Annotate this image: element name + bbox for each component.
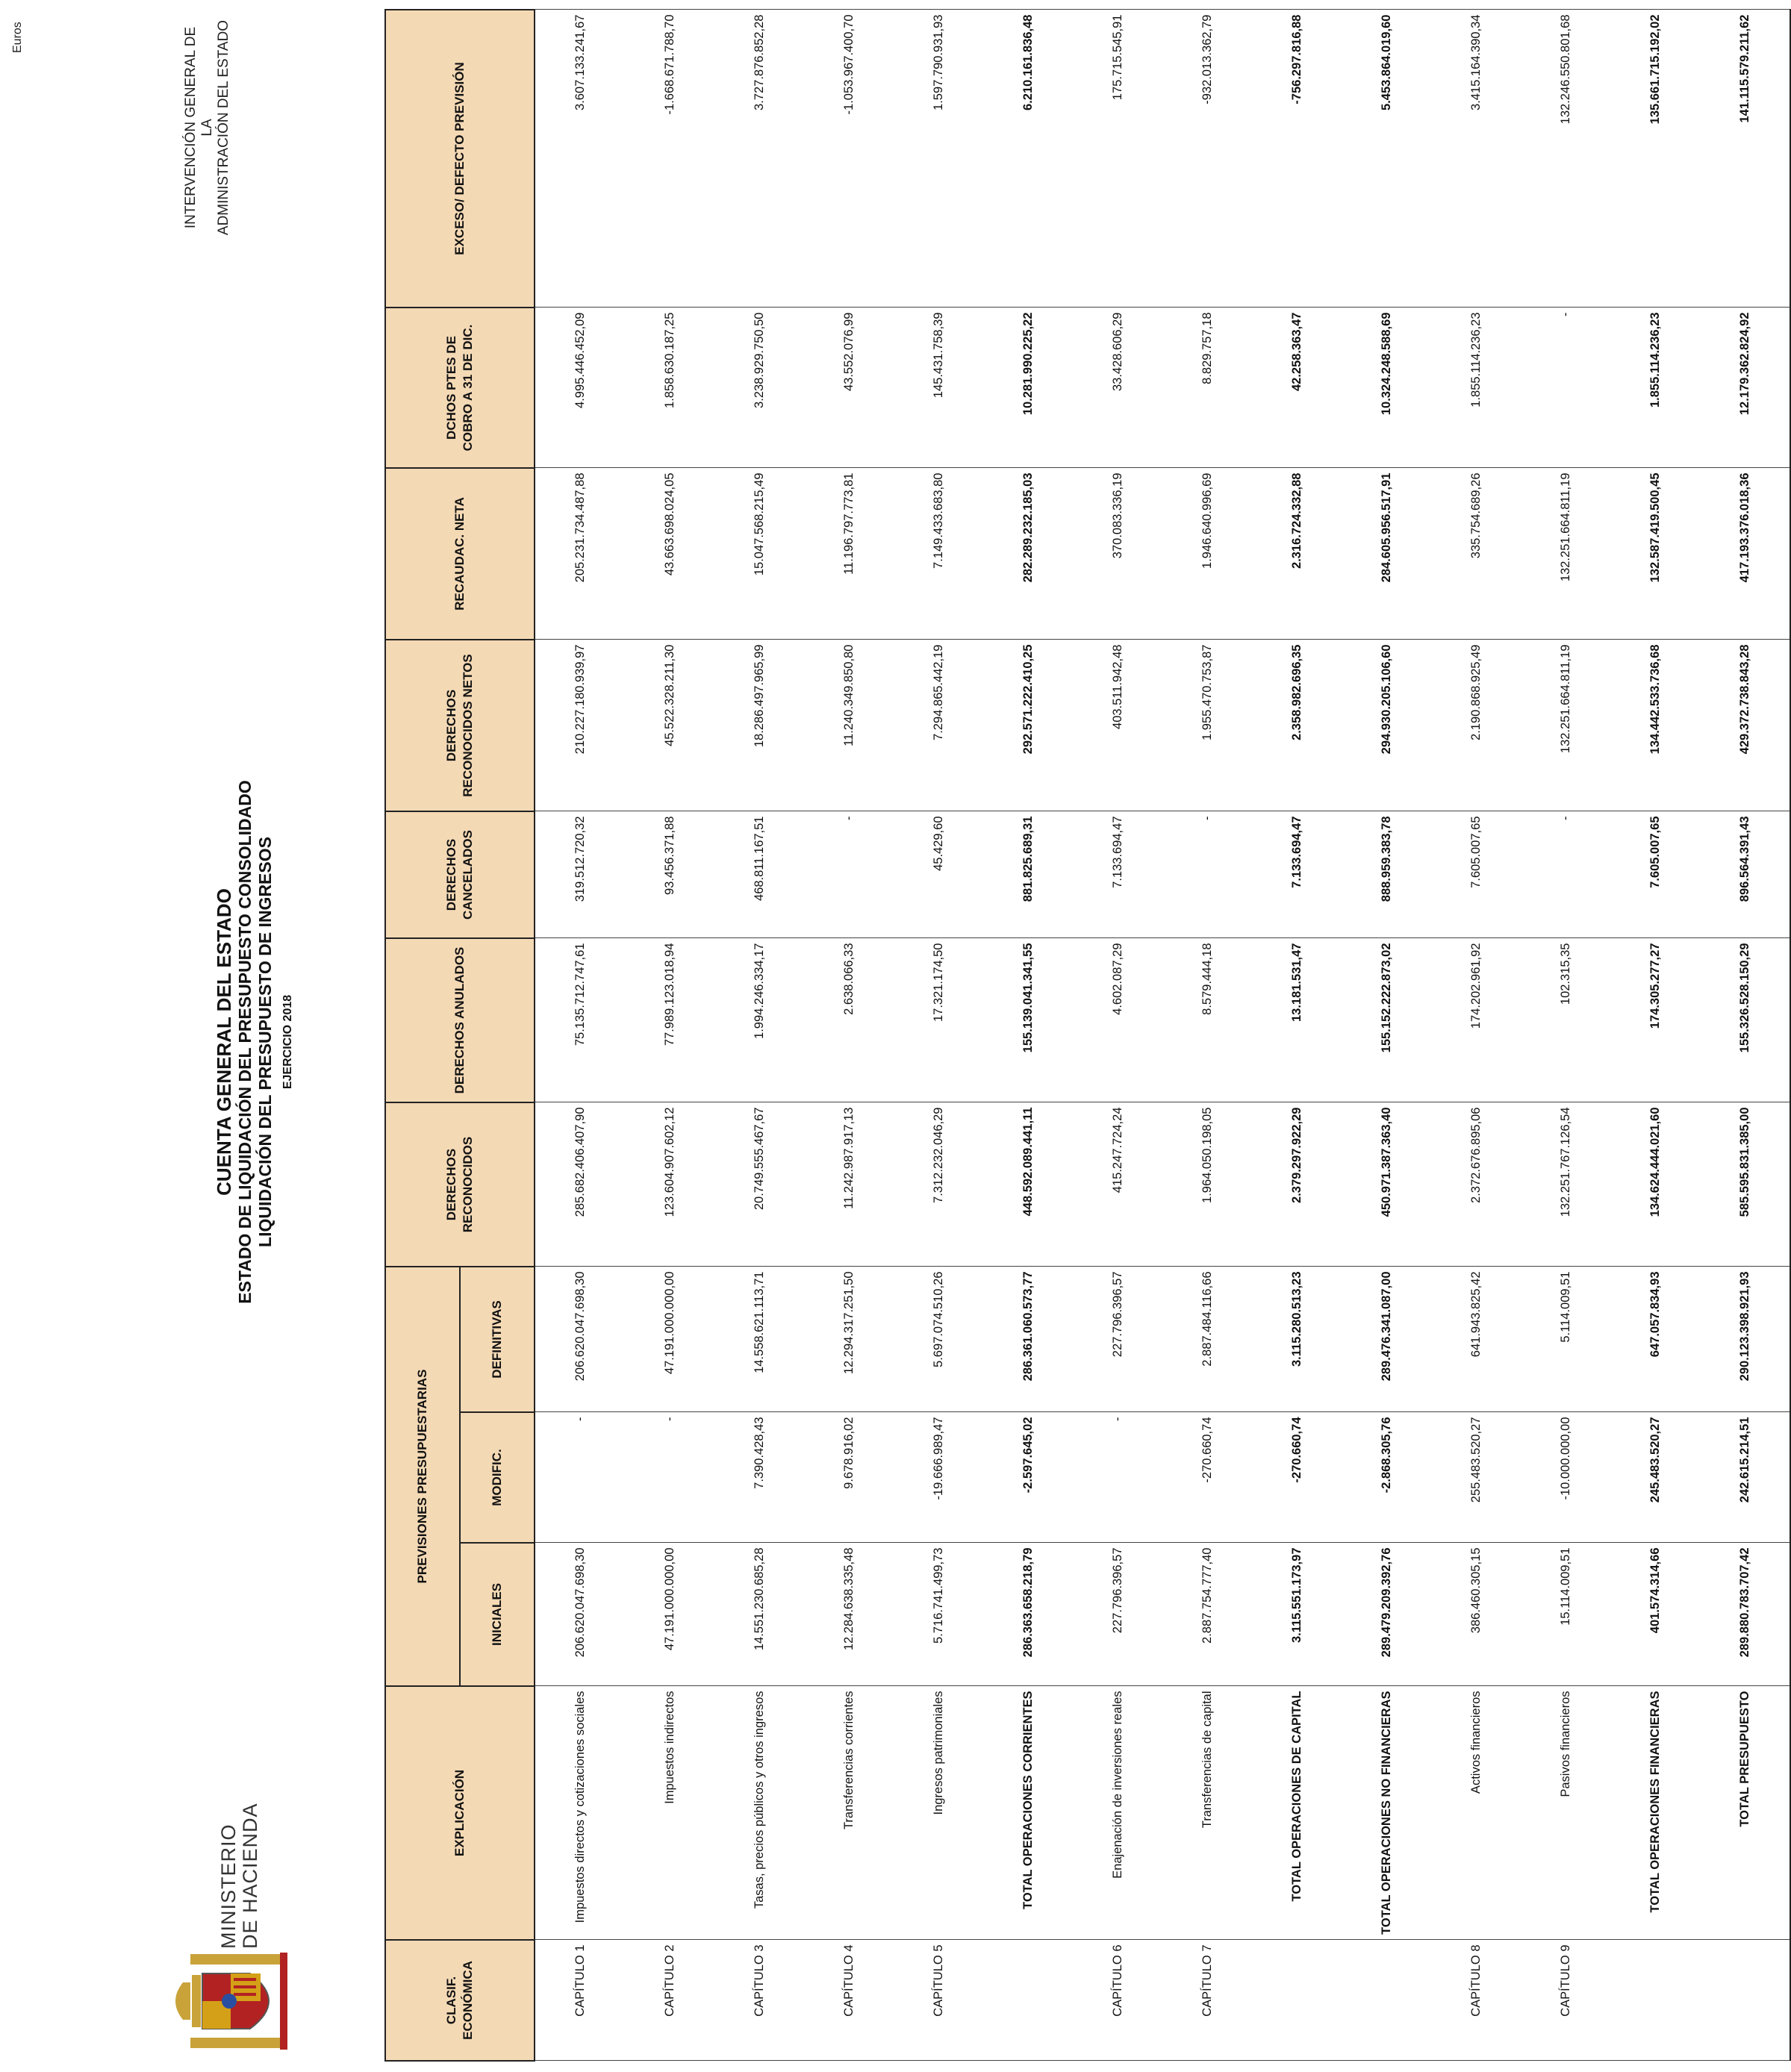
row-code xyxy=(1342,1940,1431,2061)
row-value: 7.605.007,65 xyxy=(1431,811,1521,938)
row-value: 12.294.317.251,50 xyxy=(804,1267,894,1412)
row-value: 7.149.433.683,80 xyxy=(894,468,983,640)
row-value: 9.678.916,02 xyxy=(804,1412,894,1543)
row-value: 5.114.009,51 xyxy=(1521,1267,1610,1412)
row-value: 448.592.089.441,11 xyxy=(983,1102,1073,1267)
table-row xyxy=(894,10,983,2061)
row-code: CAPÍTULO 6 xyxy=(1073,1940,1162,2061)
row-value: 102.315,35 xyxy=(1521,938,1610,1102)
row-value: 7.312.232.046,29 xyxy=(894,1102,983,1267)
row-code: CAPÍTULO 2 xyxy=(625,1940,714,2061)
row-value: 3.727.876.852,28 xyxy=(714,10,804,308)
row-label: TOTAL OPERACIONES CORRIENTES xyxy=(983,1686,1073,1940)
row-value: 255.483.520,27 xyxy=(1431,1412,1521,1543)
col-iniciales-header: INICIALES xyxy=(460,1543,535,1686)
ministry-line-1: MINISTERIO xyxy=(217,1823,240,1949)
row-label: Impuestos indirectos xyxy=(625,1686,714,1940)
table-row xyxy=(1431,10,1521,2061)
row-value: 1.855.114.236,23 xyxy=(1431,308,1521,468)
row-value: 145.431.758,39 xyxy=(894,308,983,468)
row-value: 1.955.470.753,87 xyxy=(1162,640,1252,811)
row-value: -1.668.671.788,70 xyxy=(625,10,714,308)
row-code: CAPÍTULO 1 xyxy=(535,1940,625,2061)
row-value: 45.522.328.211,30 xyxy=(625,640,714,811)
row-value: -270.660,74 xyxy=(1162,1412,1252,1543)
row-value: 5.453.864.019,60 xyxy=(1342,10,1431,308)
row-value: 8.829.757,18 xyxy=(1162,308,1252,468)
row-value: 403.511.942,48 xyxy=(1073,640,1162,811)
row-value: 289.880.783.707,42 xyxy=(1700,1543,1790,1686)
row-value: 401.574.314,66 xyxy=(1610,1543,1700,1686)
row-code: CAPÍTULO 4 xyxy=(804,1940,894,2061)
row-value: 2.358.982.696,35 xyxy=(1252,640,1342,811)
table-row xyxy=(1610,10,1700,2061)
row-value: 641.943.825,42 xyxy=(1431,1267,1521,1412)
table-row xyxy=(1073,10,1162,2061)
ministry-name xyxy=(218,1803,261,1949)
col-modific-header: MODIFIC. xyxy=(460,1412,535,1543)
row-label: Transferencias corrientes xyxy=(804,1686,894,1940)
table-row xyxy=(1700,10,1790,2061)
row-value: 13.181.531,47 xyxy=(1252,938,1342,1102)
row-value: -756.297.816,88 xyxy=(1252,10,1342,308)
row-value: 132.251.664.811,19 xyxy=(1521,640,1610,811)
row-value: 20.749.555.467,67 xyxy=(714,1102,804,1267)
row-value: - xyxy=(535,1412,625,1543)
row-code: CAPÍTULO 8 xyxy=(1431,1940,1521,2061)
row-value: - xyxy=(625,1412,714,1543)
intervention-line-1: INTERVENCIÓN GENERAL DE LA xyxy=(183,26,215,229)
row-code xyxy=(1252,1940,1342,2061)
row-label: TOTAL PRESUPUESTO xyxy=(1700,1686,1790,1940)
row-value: 1.597.790.931,93 xyxy=(894,10,983,308)
col-explicacion-header: EXPLICACIÓN xyxy=(385,1686,535,1940)
row-value: -10.000.000,00 xyxy=(1521,1412,1610,1543)
table-header xyxy=(385,10,535,2061)
row-value: 7.133.694,47 xyxy=(1252,811,1342,938)
row-value: 285.682.406.407,90 xyxy=(535,1102,625,1267)
row-label: TOTAL OPERACIONES FINANCIERAS xyxy=(1610,1686,1700,1940)
row-value: 47.191.000.000,00 xyxy=(625,1543,714,1686)
row-value: 1.855.114.236,23 xyxy=(1610,308,1700,468)
row-code: CAPÍTULO 5 xyxy=(894,1940,983,2061)
row-value: 155.326.528.150,29 xyxy=(1700,938,1790,1102)
row-value: -2.597.645,02 xyxy=(983,1412,1073,1543)
title-fiscal-year: EJERCICIO 2018 xyxy=(281,994,294,1090)
row-value: -932.013.362,79 xyxy=(1162,10,1252,308)
row-value: 11.240.349.850,80 xyxy=(804,640,894,811)
row-value: 43.663.698.024,05 xyxy=(625,468,714,640)
row-value: 227.796.396,57 xyxy=(1073,1267,1162,1412)
row-value: 1.858.630.187,25 xyxy=(625,308,714,468)
row-value: 286.361.060.573,77 xyxy=(983,1267,1073,1412)
row-value: 12.284.638.335,48 xyxy=(804,1543,894,1686)
row-value: 429.372.738.843,28 xyxy=(1700,640,1790,811)
row-value: 3.115.280.513,23 xyxy=(1252,1267,1342,1412)
table-row xyxy=(625,10,714,2061)
row-code xyxy=(1610,1940,1700,2061)
row-value: 5.697.074.510,26 xyxy=(894,1267,983,1412)
title-statement: ESTADO DE LIQUIDACIÓN DEL PRESUPUESTO CONSOLIDADO xyxy=(235,780,255,1304)
col-anulados-header: DERECHOS ANULADOS xyxy=(385,938,535,1102)
row-value: 42.258.363,47 xyxy=(1252,308,1342,468)
col-reconocidos-header: DERECHOS RECONOCIDOS xyxy=(385,1102,535,1267)
row-value: 12.179.362.824,92 xyxy=(1700,308,1790,468)
row-value: 93.456.371,88 xyxy=(625,811,714,938)
row-value: 14.551.230.685,28 xyxy=(714,1543,804,1686)
row-value: 415.247.724,24 xyxy=(1073,1102,1162,1267)
row-value: 292.571.222.410,25 xyxy=(983,640,1073,811)
row-code xyxy=(983,1940,1073,2061)
table-row xyxy=(1252,10,1342,2061)
intervention-name xyxy=(183,19,232,236)
row-value: 896.564.391,43 xyxy=(1700,811,1790,938)
row-value: 174.305.277,27 xyxy=(1610,938,1700,1102)
col-previsiones-header: PREVISIONES PRESUPUESTARIAS xyxy=(385,1267,460,1686)
row-code: CAPÍTULO 3 xyxy=(714,1940,804,2061)
coat-of-arms-logo xyxy=(168,1953,295,2050)
currency-unit: Euros xyxy=(11,22,24,53)
row-value: -1.053.967.400,70 xyxy=(804,10,894,308)
row-value: 11.196.797.773,81 xyxy=(804,468,894,640)
row-value: 1.964.050.198,05 xyxy=(1162,1102,1252,1267)
row-value: 5.716.741.499,73 xyxy=(894,1543,983,1686)
row-value: 450.971.387.363,40 xyxy=(1342,1102,1431,1267)
row-value: 3.415.164.390,34 xyxy=(1431,10,1521,308)
row-value: 227.796.396,57 xyxy=(1073,1543,1162,1686)
row-value: 289.476.341.087,00 xyxy=(1342,1267,1431,1412)
row-value: 134.624.444.021,60 xyxy=(1610,1102,1700,1267)
table-body xyxy=(535,10,1790,2061)
row-label: Enajenación de inversiones reales xyxy=(1073,1686,1162,1940)
row-value: 206.620.047.698,30 xyxy=(535,1543,625,1686)
row-value: 135.661.715.192,02 xyxy=(1610,10,1700,308)
row-value: 417.193.376.018,36 xyxy=(1700,468,1790,640)
ministry-line-2: DE HACIENDA xyxy=(239,1803,261,1949)
col-cancelados-header: DERECHOS CANCELADOS xyxy=(385,811,535,938)
row-value: 2.379.297.922,29 xyxy=(1252,1102,1342,1267)
budget-table xyxy=(384,9,1791,2062)
row-value: 155.152.222.873,02 xyxy=(1342,938,1431,1102)
table-row xyxy=(714,10,804,2061)
row-value: 2.638.066,33 xyxy=(804,938,894,1102)
row-value: 888.959.383,78 xyxy=(1342,811,1431,938)
row-value: 2.887.484.116,66 xyxy=(1162,1267,1252,1412)
row-label: Activos financieros xyxy=(1431,1686,1521,1940)
row-label: Tasas, precios públicos y otros ingresos xyxy=(714,1686,804,1940)
row-value: - xyxy=(1073,1412,1162,1543)
row-label: TOTAL OPERACIONES DE CAPITAL xyxy=(1252,1686,1342,1940)
row-value: 7.294.865.442,19 xyxy=(894,640,983,811)
row-value: 123.604.907.602,12 xyxy=(625,1102,714,1267)
row-value: 15.114.009,51 xyxy=(1521,1543,1610,1686)
row-value: 1.994.246.334,17 xyxy=(714,938,804,1102)
row-value: 4.995.446.452,09 xyxy=(535,308,625,468)
table-row xyxy=(1342,10,1431,2061)
col-definitivas-header: DEFINITIVAS xyxy=(460,1267,535,1412)
title-block xyxy=(213,684,298,1400)
row-value: 647.057.834,93 xyxy=(1610,1267,1700,1412)
row-value: 3.238.929.750,50 xyxy=(714,308,804,468)
row-value: 3.115.551.173,97 xyxy=(1252,1543,1342,1686)
title-liquidation: LIQUIDACIÓN DEL PRESUPUESTO DE INGRESOS xyxy=(255,837,275,1247)
row-value: 468.811.167,51 xyxy=(714,811,804,938)
row-value: 206.620.047.698,30 xyxy=(535,1267,625,1412)
row-value: 77.989.123.018,94 xyxy=(625,938,714,1102)
row-value: 2.372.676.895,06 xyxy=(1431,1102,1521,1267)
row-value: - xyxy=(804,811,894,938)
col-netos-header: DERECHOS RECONOCIDOS NETOS xyxy=(385,640,535,811)
row-value: 881.825.689,31 xyxy=(983,811,1073,938)
row-value: 1.946.640.996,69 xyxy=(1162,468,1252,640)
row-value: 11.242.987.917,13 xyxy=(804,1102,894,1267)
row-value: 585.595.831.385,00 xyxy=(1700,1102,1790,1267)
col-pendientes-header: DCHOS PTES DE COBRO A 31 DE DIC. xyxy=(385,308,535,468)
row-value: 242.615.214,51 xyxy=(1700,1412,1790,1543)
row-value: 75.135.712.747,61 xyxy=(535,938,625,1102)
row-value: 33.428.606,29 xyxy=(1073,308,1162,468)
row-value: 335.754.689,26 xyxy=(1431,468,1521,640)
row-label: Ingresos patrimoniales xyxy=(894,1686,983,1940)
row-value: -270.660,74 xyxy=(1252,1412,1342,1543)
table-row xyxy=(983,10,1073,2061)
row-value: 2.316.724.332,88 xyxy=(1252,468,1342,640)
row-value: 2.887.754.777,40 xyxy=(1162,1543,1252,1686)
col-exceso-header: EXCESO/ DEFECTO PREVISIÓN xyxy=(385,10,535,308)
table-row xyxy=(804,10,894,2061)
title-main: CUENTA GENERAL DEL ESTADO xyxy=(213,888,235,1196)
row-value: 284.605.956.517,91 xyxy=(1342,468,1431,640)
row-value: 6.210.161.836,48 xyxy=(983,10,1073,308)
row-value: 319.512.720,32 xyxy=(535,811,625,938)
row-value: 289.479.209.392,76 xyxy=(1342,1543,1431,1686)
row-value: 210.227.180.939,97 xyxy=(535,640,625,811)
row-value: 282.289.232.185,03 xyxy=(983,468,1073,640)
row-value: 141.115.579.211,62 xyxy=(1700,10,1790,308)
table-row xyxy=(1521,10,1610,2061)
row-value: 10.281.990.225,22 xyxy=(983,308,1073,468)
row-value: 4.602.087,29 xyxy=(1073,938,1162,1102)
row-value: - xyxy=(1521,811,1610,938)
table-row xyxy=(535,10,625,2061)
row-value: 14.558.621.113,71 xyxy=(714,1267,804,1412)
row-label: Pasivos financieros xyxy=(1521,1686,1610,1940)
row-value: 2.190.868.925,49 xyxy=(1431,640,1521,811)
row-value: 45.429,60 xyxy=(894,811,983,938)
row-value: 386.460.305,15 xyxy=(1431,1543,1521,1686)
row-value: 132.251.767.126,54 xyxy=(1521,1102,1610,1267)
row-label: TOTAL OPERACIONES NO FINANCIERAS xyxy=(1342,1686,1431,1940)
row-value: 370.083.336,19 xyxy=(1073,468,1162,640)
row-value: 205.231.734.487,88 xyxy=(535,468,625,640)
col-clasif-header: CLASIF. ECONÓMICA xyxy=(385,1940,535,2061)
row-value: -19.666.989,47 xyxy=(894,1412,983,1543)
row-label: Transferencias de capital xyxy=(1162,1686,1252,1940)
row-value: 286.363.658.218,79 xyxy=(983,1543,1073,1686)
row-code: CAPÍTULO 9 xyxy=(1521,1940,1610,2061)
row-label: Impuestos directos y cotizaciones sociales xyxy=(535,1686,625,1940)
row-value: 8.579.444,18 xyxy=(1162,938,1252,1102)
row-value: - xyxy=(1162,811,1252,938)
intervention-line-2: ADMINISTRACIÓN DEL ESTADO xyxy=(216,19,231,236)
row-value: 294.930.205.106,60 xyxy=(1342,640,1431,811)
row-value: 7.133.694,47 xyxy=(1073,811,1162,938)
row-value: 245.483.520,27 xyxy=(1610,1412,1700,1543)
row-value: 10.324.248.588,69 xyxy=(1342,308,1431,468)
row-value: 174.202.961,92 xyxy=(1431,938,1521,1102)
row-value: 175.715.545,91 xyxy=(1073,10,1162,308)
row-value: 3.607.133.241,67 xyxy=(535,10,625,308)
row-value: 132.587.419.500,45 xyxy=(1610,468,1700,640)
table-row xyxy=(1162,10,1252,2061)
row-value: 132.251.664.811,19 xyxy=(1521,468,1610,640)
row-value: 290.123.398.921,93 xyxy=(1700,1267,1790,1412)
row-value: 18.286.497.965,99 xyxy=(714,640,804,811)
row-value: 43.552.076,99 xyxy=(804,308,894,468)
row-value: -2.868.305,76 xyxy=(1342,1412,1431,1543)
row-value: 7.605.007,65 xyxy=(1610,811,1700,938)
row-value: - xyxy=(1521,308,1610,468)
row-code: CAPÍTULO 7 xyxy=(1162,1940,1252,2061)
row-value: 47.191.000.000,00 xyxy=(625,1267,714,1412)
row-value: 7.390.428,43 xyxy=(714,1412,804,1543)
row-value: 132.246.550.801,68 xyxy=(1521,10,1610,308)
row-code xyxy=(1700,1940,1790,2061)
row-value: 17.321.174,50 xyxy=(894,938,983,1102)
col-recaudac-header: RECAUDAC. NETA xyxy=(385,468,535,640)
row-value: 155.139.041.341,55 xyxy=(983,938,1073,1102)
row-value: 134.442.533.736,68 xyxy=(1610,640,1700,811)
row-value: 15.047.568.215,49 xyxy=(714,468,804,640)
